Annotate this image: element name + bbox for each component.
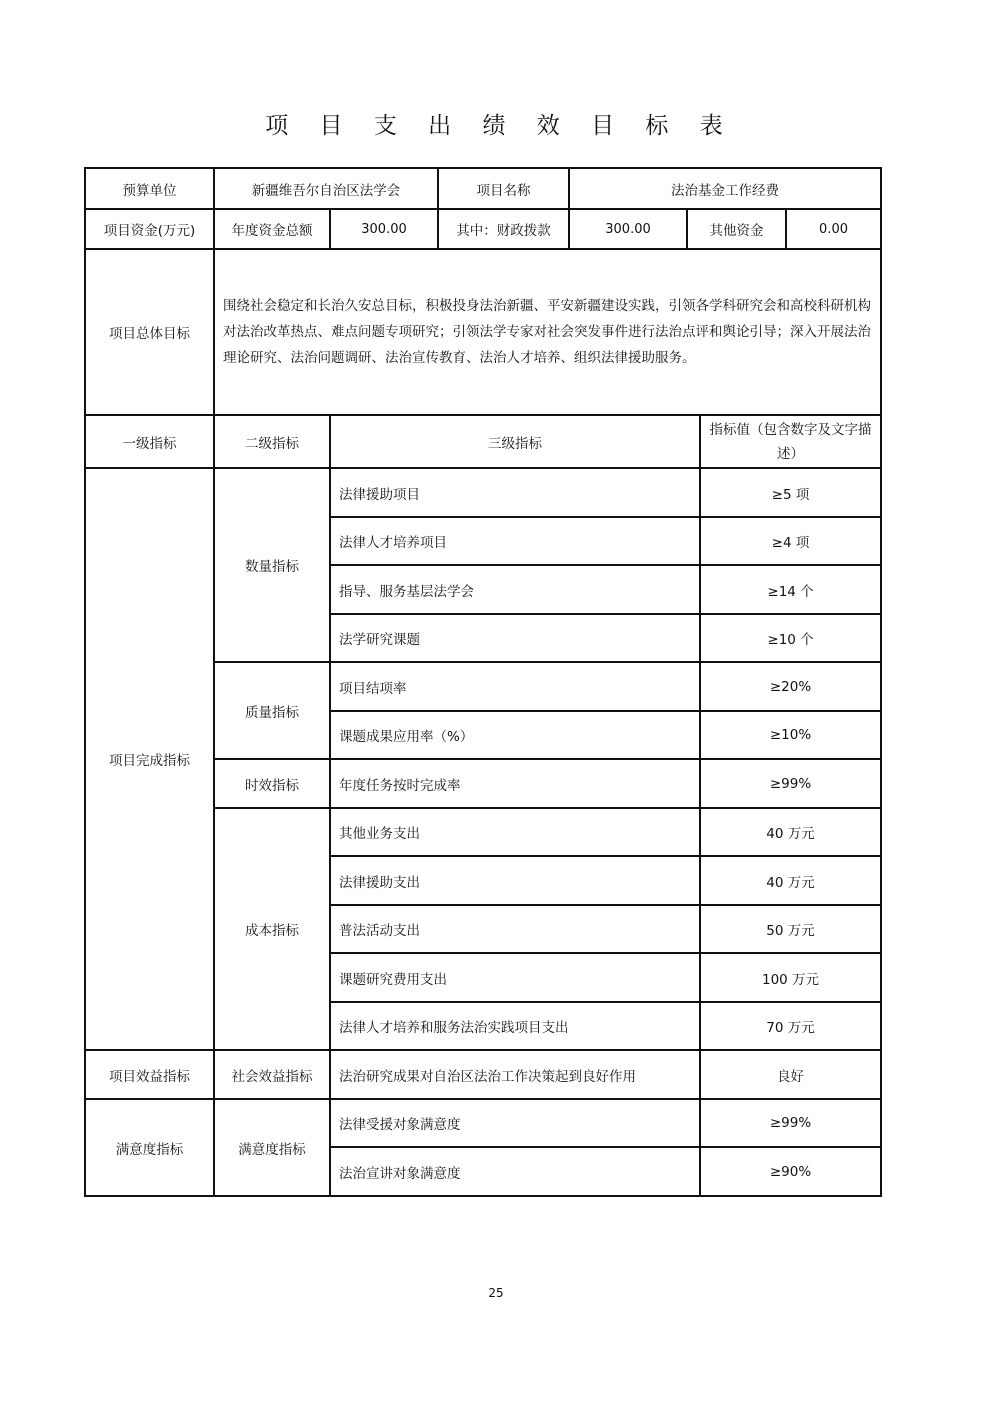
indicator-row xyxy=(85,468,881,517)
indicator-name: 法学研究课题 xyxy=(330,614,700,662)
indicator-value: 40 万元 xyxy=(700,808,881,856)
indicator-value: 70 万元 xyxy=(700,1002,881,1050)
cost-indicator-label: 成本指标 xyxy=(214,808,330,1050)
budget-unit-label: 预算单位 xyxy=(85,168,214,209)
satisfaction-indicator-label: 满意度指标 xyxy=(85,1099,214,1196)
level3-header: 三级指标 xyxy=(330,415,700,468)
annual-total-label: 年度资金总额 xyxy=(214,209,330,249)
value-header: 指标值（包含数字及文字描述） xyxy=(700,415,881,468)
indicator-name: 普法活动支出 xyxy=(330,905,700,953)
indicator-value: 40 万元 xyxy=(700,856,881,905)
project-name-label: 项目名称 xyxy=(438,168,569,209)
goal-row xyxy=(85,249,881,415)
funds-label: 项目资金(万元) xyxy=(85,209,214,249)
indicator-row xyxy=(85,1050,881,1099)
indicator-value: ≥99% xyxy=(700,1099,881,1147)
indicator-name: 法律援助项目 xyxy=(330,468,700,517)
indicator-name: 法律援助支出 xyxy=(330,856,700,905)
indicator-name: 指导、服务基层法学会 xyxy=(330,565,700,614)
indicator-name: 课题研究费用支出 xyxy=(330,953,700,1002)
level1-header: 一级指标 xyxy=(85,415,214,468)
goal-label: 项目总体目标 xyxy=(85,249,214,415)
fiscal-value: 300.00 xyxy=(569,209,687,249)
indicator-value: ≥10% xyxy=(700,711,881,759)
indicator-value: 50 万元 xyxy=(700,905,881,953)
budget-unit-value: 新疆维吾尔自治区法学会 xyxy=(214,168,438,209)
indicator-value: ≥90% xyxy=(700,1147,881,1196)
indicator-name: 法律人才培养项目 xyxy=(330,517,700,565)
project-name-value: 法治基金工作经费 xyxy=(569,168,881,209)
indicator-name: 法律受援对象满意度 xyxy=(330,1099,700,1147)
goal-text: 围绕社会稳定和长治久安总目标，积极投身法治新疆、平安新疆建设实践，引领各学科研究会和高校科研机构对法治改革热点、难点问题专项研究；引领法学专家对社会突发事件进行法治点评和舆论引导；深入开展法治理论研究、法治问题调研、法治宣传教育、法治人才培养、组织法律援助服务。 xyxy=(214,249,881,415)
benefit-indicator-label: 项目效益指标 xyxy=(85,1050,214,1099)
indicator-name: 法治宣讲对象满意度 xyxy=(330,1147,700,1196)
indicator-value: 良好 xyxy=(700,1050,881,1099)
fiscal-label: 其中：财政拨款 xyxy=(438,209,569,249)
satisfaction-sub-label: 满意度指标 xyxy=(214,1099,330,1196)
indicator-name: 其他业务支出 xyxy=(330,808,700,856)
indicator-value: ≥99% xyxy=(700,759,881,808)
indicator-name: 项目结项率 xyxy=(330,662,700,711)
quality-indicator-label: 质量指标 xyxy=(214,662,330,759)
timeliness-indicator-label: 时效指标 xyxy=(214,759,330,808)
budget-unit-row xyxy=(85,168,881,209)
indicator-value: ≥10 个 xyxy=(700,614,881,662)
indicator-value: ≥14 个 xyxy=(700,565,881,614)
completion-indicator-label: 项目完成指标 xyxy=(85,468,214,1050)
level2-header: 二级指标 xyxy=(214,415,330,468)
indicator-name: 法治研究成果对自治区法治工作决策起到良好作用 xyxy=(330,1050,700,1099)
page-title: 项 目 支 出 绩 效 目 标 表 xyxy=(265,113,735,139)
indicator-value: ≥4 项 xyxy=(700,517,881,565)
indicator-name: 法律人才培养和服务法治实践项目支出 xyxy=(330,1002,700,1050)
indicator-value: 100 万元 xyxy=(700,953,881,1002)
indicator-row xyxy=(85,1099,881,1147)
other-funds-value: 0.00 xyxy=(786,209,881,249)
indicator-value: ≥5 项 xyxy=(700,468,881,517)
quantity-indicator-label: 数量指标 xyxy=(214,468,330,662)
funds-row xyxy=(85,209,881,249)
indicator-value: ≥20% xyxy=(700,662,881,711)
social-benefit-label: 社会效益指标 xyxy=(214,1050,330,1099)
page-number: 25 xyxy=(488,1286,504,1300)
performance-target-table xyxy=(84,167,882,1197)
indicator-header-row xyxy=(85,415,881,468)
other-funds-label: 其他资金 xyxy=(687,209,786,249)
annual-total-value: 300.00 xyxy=(330,209,438,249)
indicator-name: 课题成果应用率（%） xyxy=(330,711,700,759)
indicator-name: 年度任务按时完成率 xyxy=(330,759,700,808)
